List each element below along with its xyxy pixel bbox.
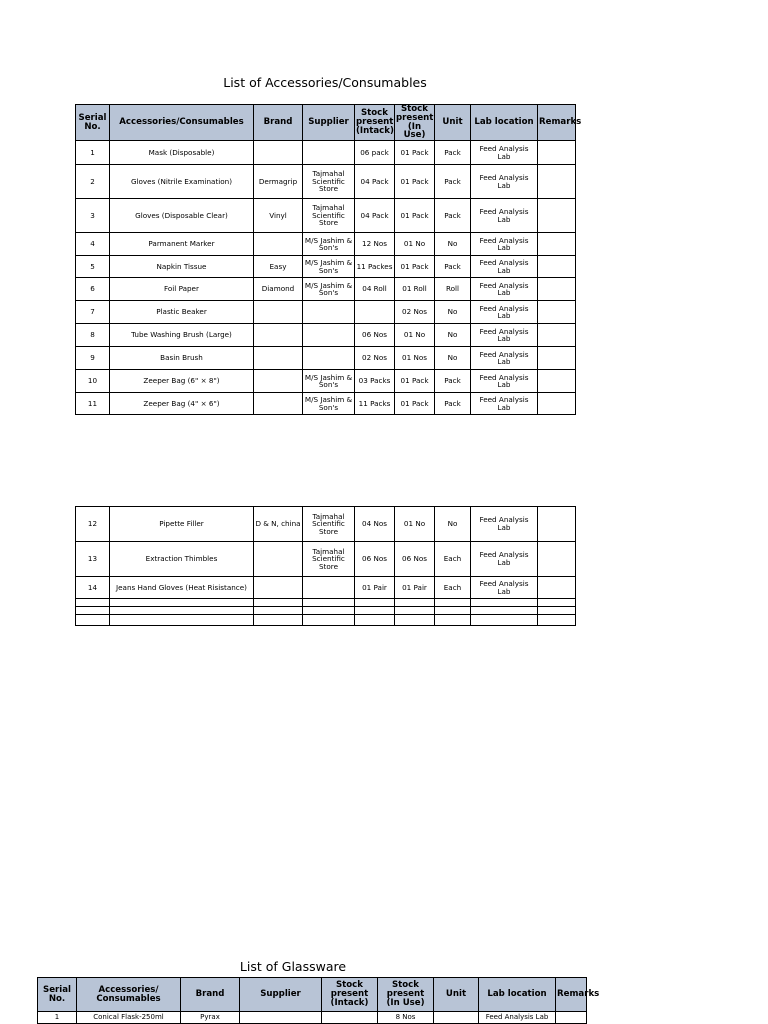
cell-lab-location: Feed Analysis Lab [471,301,538,324]
table-row [76,599,576,607]
cell-item: Gloves (Nitrile Examination) [110,165,254,199]
table-row [76,199,576,233]
cell-remarks [538,542,576,577]
cell-supplier [303,577,355,599]
cell-brand [254,577,303,599]
cell-item: Pipette Filler [110,507,254,542]
cell-brand [254,233,303,256]
cell-item [110,599,254,607]
glassware-table [37,977,600,1024]
table-row [38,1012,587,1024]
col-serial: Serial No. [76,105,110,141]
cell-brand: Diamond [254,278,303,301]
col-remarks: Remarks [556,978,587,1012]
cell-stock-intack: 04 Roll [355,278,395,301]
cell-stock-intack: 11 Packs [355,393,395,415]
cell-supplier: M/S Jashim & Son's [303,256,355,278]
cell-item: Extraction Thimbles [110,542,254,577]
cell-remarks [538,233,576,256]
table-header-row [38,978,587,1012]
col-unit: Unit [435,105,471,141]
table-row [76,507,576,542]
cell-serial: 4 [76,233,110,256]
cell-lab-location: Feed Analysis Lab [471,370,538,393]
cell-supplier: Tajmahal Scientific Store [303,199,355,233]
cell-item: Foil Paper [110,278,254,301]
cell-supplier [303,347,355,370]
col-stock-intack: Stock present (Intack) [355,105,395,141]
cell-serial: 3 [76,199,110,233]
table-row [76,542,576,577]
cell-remarks [538,393,576,415]
cell-stock-in-use: 01 No [395,233,435,256]
cell-lab-location: Feed Analysis Lab [471,542,538,577]
col-supplier: Supplier [303,105,355,141]
cell-item: Napkin Tissue [110,256,254,278]
cell-item: Jeans Hand Gloves (Heat Risistance) [110,577,254,599]
table-row [76,256,576,278]
cell-remarks [538,199,576,233]
cell-unit [434,1012,479,1024]
cell-unit: Pack [435,393,471,415]
cell-stock-intack [322,1012,378,1024]
col-stock-in-use: Stock present (In Use) [396,104,434,141]
cell-item: Parmanent Marker [110,233,254,256]
col-stock-in-use: Stock present (In Use) [378,978,434,1012]
col-brand: Brand [181,978,240,1012]
cell-stock-intack: 02 Nos [355,347,395,370]
cell-remarks [538,278,576,301]
cell-supplier [303,301,355,324]
cell-stock-in-use: 06 Nos [395,542,435,577]
col-lab-location: Lab location [479,978,556,1012]
col-remarks: Remarks [538,105,576,141]
cell-serial: 14 [76,577,110,599]
cell-unit [435,615,471,626]
col-item: Accessories/Consumables [110,105,254,141]
cell-brand: D & N, china [254,507,303,542]
cell-lab-location: Feed Analysis Lab [471,507,538,542]
cell-remarks [538,256,576,278]
cell-stock-intack [355,607,395,615]
cell-stock-intack [355,615,395,626]
cell-item [110,615,254,626]
cell-item: Mask (Disposable) [110,141,254,165]
cell-serial [76,599,110,607]
cell-stock-in-use: 01 Nos [395,347,435,370]
cell-stock-in-use: 01 Pack [395,370,435,393]
cell-remarks [538,615,576,626]
cell-brand [254,347,303,370]
cell-stock-intack: 01 Pair [355,577,395,599]
cell-stock-in-use: 02 Nos [395,301,435,324]
col-item: Accessories/ Consumables [77,978,181,1012]
cell-stock-in-use: 01 Pair [395,577,435,599]
cell-stock-intack: 11 Packes [355,256,395,278]
cell-lab-location [471,599,538,607]
cell-unit: No [435,507,471,542]
table-row [76,141,576,165]
col-lab-location: Lab location [471,105,538,141]
table-row [76,165,576,199]
cell-remarks [538,577,576,599]
cell-stock-intack: 06 pack [355,141,395,165]
cell-remarks [538,301,576,324]
cell-serial: 6 [76,278,110,301]
cell-stock-in-use: 01 No [395,507,435,542]
cell-item: Conical Flask-250ml [77,1012,181,1024]
cell-brand: Easy [254,256,303,278]
cell-stock-intack: 06 Nos [355,542,395,577]
cell-brand [254,324,303,347]
cell-unit: No [435,301,471,324]
cell-stock-intack: 04 Pack [355,165,395,199]
cell-remarks [538,507,576,542]
cell-brand [254,599,303,607]
cell-unit: Roll [435,278,471,301]
cell-lab-location [471,615,538,626]
cell-brand [254,607,303,615]
cell-supplier: Tajmahal Scientific Store [303,507,355,542]
table-row [76,370,576,393]
cell-stock-in-use: 01 Pack [395,141,435,165]
cell-unit: No [435,233,471,256]
accessories-table-continued [75,506,576,626]
cell-serial: 8 [76,324,110,347]
cell-item: Gloves (Disposable Clear) [110,199,254,233]
glassware-title: List of Glassware [239,959,347,974]
cell-supplier: M/S Jashim & Son's [303,370,355,393]
cell-stock-in-use: 01 Pack [395,256,435,278]
cell-serial: 12 [76,507,110,542]
cell-supplier [303,607,355,615]
cell-brand [254,370,303,393]
table-row [76,301,576,324]
table-header-row [76,105,576,141]
table-row [76,577,576,599]
col-supplier: Supplier [240,978,322,1012]
table-row [76,615,576,626]
cell-item: Plastic Beaker [110,301,254,324]
cell-supplier [303,599,355,607]
cell-lab-location: Feed Analysis Lab [471,233,538,256]
cell-stock-in-use [395,599,435,607]
cell-serial [76,607,110,615]
cell-stock-in-use: 01 Pack [395,199,435,233]
cell-brand: Vinyl [254,199,303,233]
cell-lab-location: Feed Analysis Lab [471,278,538,301]
cell-item: Basin Brush [110,347,254,370]
cell-lab-location: Feed Analysis Lab [471,577,538,599]
cell-brand [254,542,303,577]
cell-brand [254,301,303,324]
accessories-table [75,104,582,415]
table-row [76,347,576,370]
cell-unit: No [435,324,471,347]
cell-unit: Pack [435,256,471,278]
cell-supplier [303,324,355,347]
table-row [76,278,576,301]
cell-stock-intack: 04 Pack [355,199,395,233]
cell-stock-intack [355,301,395,324]
col-unit: Unit [434,978,479,1012]
cell-serial: 9 [76,347,110,370]
col-serial: Serial No. [38,978,77,1012]
cell-unit [435,607,471,615]
cell-serial: 11 [76,393,110,415]
cell-remarks [538,607,576,615]
cell-stock-in-use: 01 No [395,324,435,347]
cell-serial: 1 [76,141,110,165]
cell-stock-intack [355,599,395,607]
cell-brand: Dermagrip [254,165,303,199]
cell-brand [254,141,303,165]
cell-unit [435,599,471,607]
cell-stock-in-use [395,615,435,626]
cell-lab-location [471,607,538,615]
cell-serial: 5 [76,256,110,278]
table-row [76,393,576,415]
cell-stock-in-use: 01 Pack [395,393,435,415]
cell-lab-location: Feed Analysis Lab [471,165,538,199]
cell-remarks [538,370,576,393]
cell-supplier: M/S Jashim & Son's [303,278,355,301]
cell-serial: 2 [76,165,110,199]
table-row [76,324,576,347]
cell-lab-location: Feed Analysis Lab [471,347,538,370]
cell-supplier: M/S Jashim & Son's [303,233,355,256]
cell-item [110,607,254,615]
cell-serial: 10 [76,370,110,393]
cell-serial [76,615,110,626]
cell-stock-in-use: 01 Pack [395,165,435,199]
accessories-title: List of Accessories/Consumables [223,75,427,90]
cell-supplier: M/S Jashim & Son's [303,393,355,415]
cell-unit: Each [435,542,471,577]
cell-stock-intack: 06 Nos [355,324,395,347]
cell-stock-in-use [395,607,435,615]
cell-brand [254,615,303,626]
cell-supplier [303,141,355,165]
cell-item: Zeeper Bag (6" × 8") [110,370,254,393]
cell-unit: Pack [435,199,471,233]
cell-supplier: Tajmahal Scientific Store [303,542,355,577]
cell-remarks [538,599,576,607]
cell-unit: Pack [435,370,471,393]
cell-lab-location: Feed Analysis Lab [471,324,538,347]
cell-unit: No [435,347,471,370]
table-row [76,233,576,256]
cell-lab-location: Feed Analysis Lab [471,199,538,233]
col-stock-intack: Stock present (Intack) [322,978,378,1012]
cell-item: Zeeper Bag (4" × 6") [110,393,254,415]
cell-unit: Pack [435,141,471,165]
col-brand: Brand [254,105,303,141]
cell-remarks [538,347,576,370]
cell-unit: Each [435,577,471,599]
cell-stock-in-use: 8 Nos [378,1012,434,1024]
cell-supplier [240,1012,322,1024]
cell-stock-intack: 12 Nos [355,233,395,256]
cell-serial: 13 [76,542,110,577]
cell-supplier [303,615,355,626]
cell-lab-location: Feed Analysis Lab [471,393,538,415]
cell-stock-intack: 04 Nos [355,507,395,542]
cell-remarks [538,141,576,165]
cell-serial: 1 [38,1012,77,1024]
cell-serial: 7 [76,301,110,324]
cell-remarks [556,1012,587,1024]
cell-brand [254,393,303,415]
cell-lab-location: Feed Analysis Lab [471,256,538,278]
cell-stock-intack: 03 Packs [355,370,395,393]
cell-stock-in-use: 01 Roll [395,278,435,301]
cell-item: Tube Washing Brush (Large) [110,324,254,347]
cell-remarks [538,324,576,347]
cell-lab-location: Feed Analysis Lab [479,1012,556,1024]
cell-unit: Pack [435,165,471,199]
cell-remarks [538,165,576,199]
cell-supplier: Tajmahal Scientific Store [303,165,355,199]
table-row [76,607,576,615]
cell-lab-location: Feed Analysis Lab [471,141,538,165]
cell-brand: Pyrax [181,1012,240,1024]
